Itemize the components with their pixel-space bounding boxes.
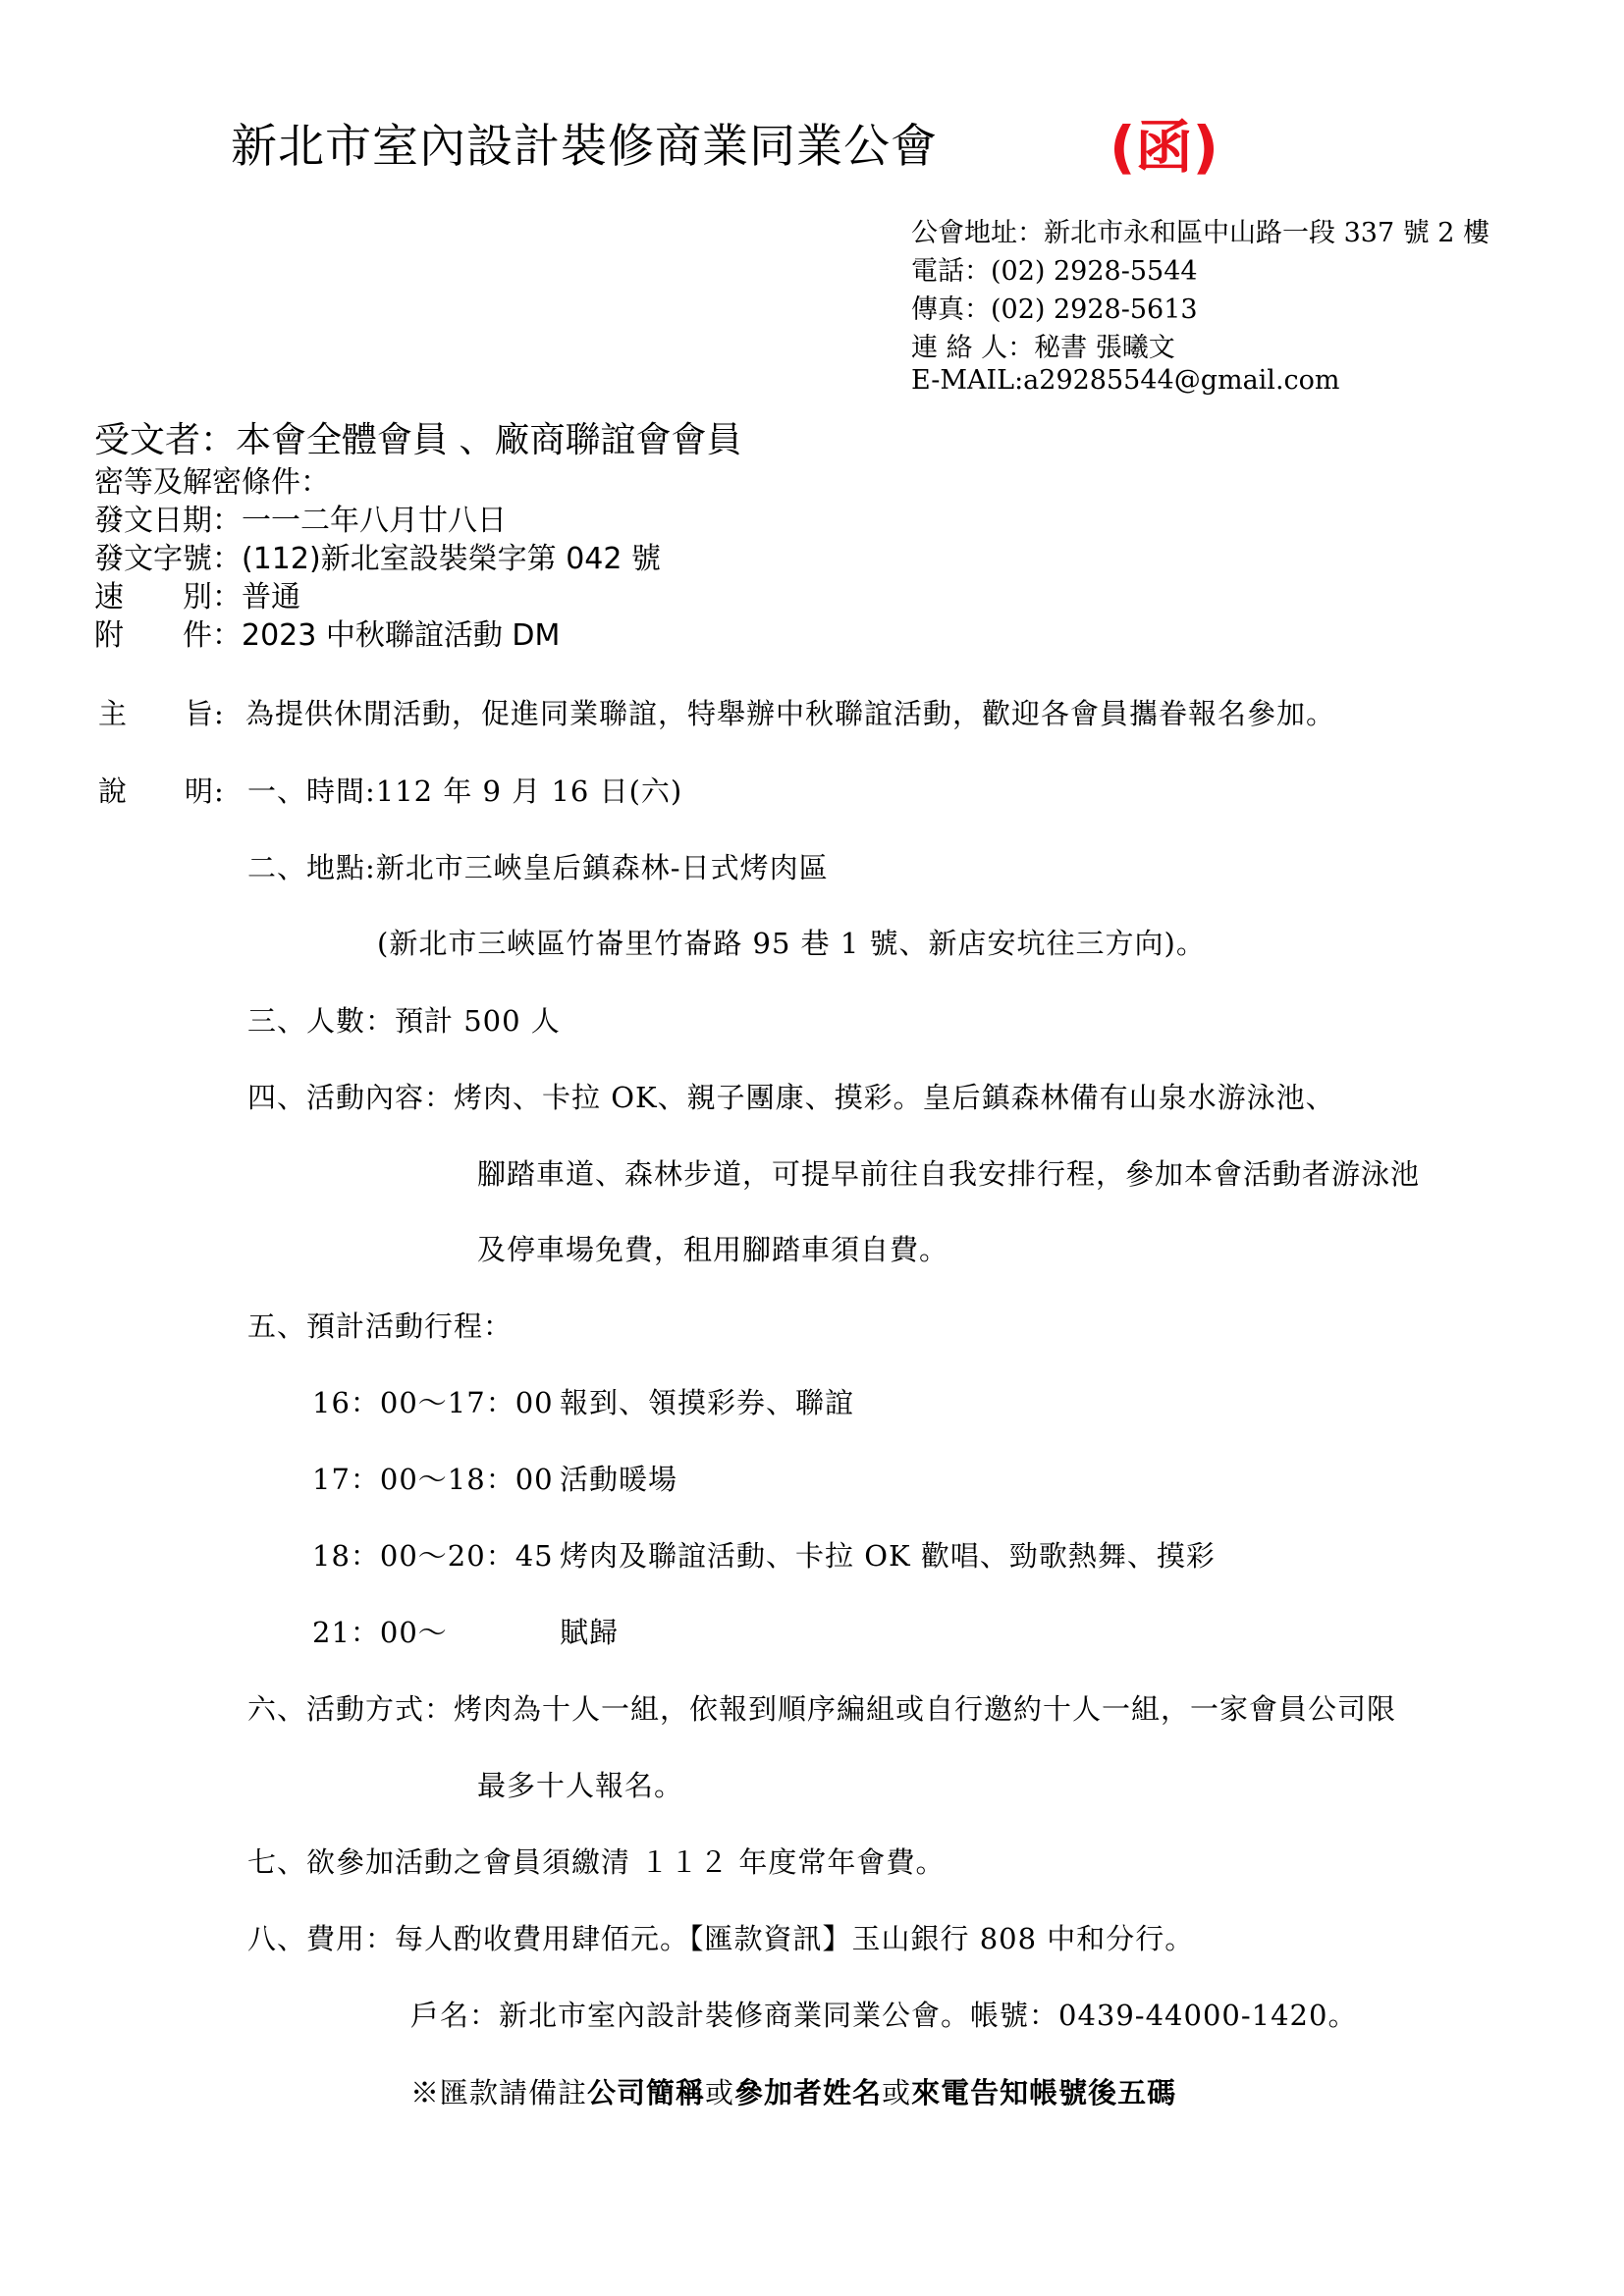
explain-item-4-line-2: 腳踏車道、森林步道，可提早前往自我安排行程，參加本會活動者游泳池 xyxy=(477,1157,1421,1191)
explain-item-4-line-1: 四、活動內容：烤肉、卡拉 OK、親子團康、摸彩。皇后鎮森林備有山泉水游泳池、 xyxy=(247,1081,1335,1114)
schedule-time: 16：00～17：00 xyxy=(312,1386,554,1419)
schedule-event: 賦歸 xyxy=(560,1616,620,1649)
attachment-line xyxy=(94,611,560,654)
remittance-note-or-2: 或 xyxy=(882,2076,912,2109)
explain-item-6-line-1: 六、活動方式：烤肉為十人一組，依報到順序編組或自行邀約十人一組，一家會員公司限 xyxy=(247,1692,1397,1726)
schedule-event: 報到、領摸彩券、聯誼 xyxy=(560,1386,855,1419)
document-type-mark: (函) xyxy=(1110,114,1219,181)
explain-label-2: 明: xyxy=(185,774,225,808)
subject-label-1: 主 xyxy=(98,697,129,730)
explain-item-1: 一、時間:112 年 9 月 16 日(六) xyxy=(247,774,683,808)
schedule-time: 17：00～18：00 xyxy=(312,1463,554,1496)
document-number-line: 發文字號：(112)新北室設裝榮字第 042 號 xyxy=(94,542,662,576)
organization-title: 新北市室內設計裝修商業同業公會 xyxy=(231,120,938,174)
remittance-note-company: 公司簡稱 xyxy=(587,2076,706,2109)
speed-value: 普通 xyxy=(242,580,300,614)
speed-label: 速 別： xyxy=(94,580,242,614)
attachment-value: 2023 中秋聯誼活動 DM xyxy=(242,618,561,653)
attachment-label: 附 件： xyxy=(94,618,242,653)
explain-item-6-line-2: 最多十人報名。 xyxy=(477,1769,684,1802)
remittance-note-account: 來電告知帳號後五碼 xyxy=(911,2076,1177,2109)
contact-fax: 傳真：(02) 2928-5613 xyxy=(911,294,1198,325)
explain-item-5: 五、預計活動行程： xyxy=(247,1309,514,1343)
schedule-event: 活動暖場 xyxy=(560,1463,678,1496)
subject-label-2: 旨: xyxy=(185,697,225,730)
explain-item-4-line-3: 及停車場免費，租用腳踏車須自費。 xyxy=(477,1233,949,1266)
schedule-time: 18：00～20：45 xyxy=(312,1539,554,1573)
contact-phone: 電話：(02) 2928-5544 xyxy=(911,256,1198,287)
schedule-event: 烤肉及聯誼活動、卡拉 OK 歡唱、勁歌熱舞、摸彩 xyxy=(560,1539,1216,1573)
secrecy-line: 密等及解密條件： xyxy=(94,465,330,500)
explain-label-1: 說 xyxy=(98,774,129,808)
remittance-note-or-1: 或 xyxy=(705,2076,735,2109)
recipient-line: 受文者：本會全體會員 、廠商聯誼會會員 xyxy=(94,420,742,460)
schedule-time: 21：00～ xyxy=(312,1616,448,1649)
contact-email: E-MAIL:a29285544@gmail.com xyxy=(911,365,1340,396)
speed-line xyxy=(94,572,300,615)
contact-address: 公會地址：新北市永和區中山路一段 337 號 2 樓 xyxy=(911,218,1490,248)
explain-item-3: 三、人數：預計 500 人 xyxy=(247,1004,561,1038)
explain-item-2: 二、地點:新北市三峽皇后鎮森林-日式烤肉區 xyxy=(247,851,829,884)
explain-item-8-line-1: 八、費用：每人酌收費用肆佰元。【匯款資訊】玉山銀行 808 中和分行。 xyxy=(247,1922,1195,1955)
explain-item-2-note: (新北市三峽區竹崙里竹崙路 95 巷 1 號、新店安坑往三方向)。 xyxy=(377,927,1206,960)
issue-date-line: 發文日期：一一二年八月廿八日 xyxy=(94,504,507,538)
explain-item-7: 七、欲參加活動之會員須繳清 １１２ 年度常年會費。 xyxy=(247,1845,946,1879)
remittance-note-participant: 參加者姓名 xyxy=(734,2076,883,2109)
subject-text: 為提供休閒活動，促進同業聯誼，特舉辦中秋聯誼活動，歡迎各會員攜眷報名參加。 xyxy=(245,697,1336,730)
explain-item-8-line-2: 戶名：新北市室內設計裝修商業同業公會。帳號：0439-44000-1420。 xyxy=(410,1999,1358,2032)
remittance-note xyxy=(410,2071,1176,2111)
remittance-note-prefix: ※匯款請備註 xyxy=(410,2076,588,2109)
contact-person: 連 絡 人：秘書 張曦文 xyxy=(911,333,1175,363)
